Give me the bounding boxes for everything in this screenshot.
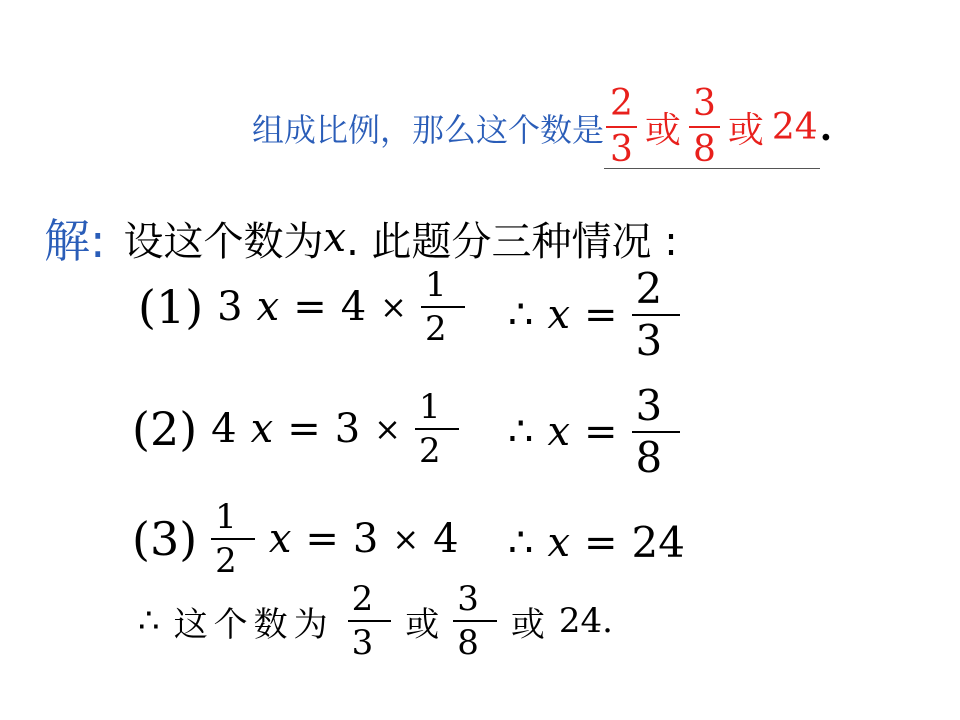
fraction-bar	[348, 620, 392, 622]
case-1-result	[508, 264, 694, 365]
therefore-symbol: ∴	[508, 292, 534, 338]
solution-intro-text: 设这个数为	[123, 218, 324, 265]
fraction-num: 1	[418, 387, 441, 427]
solution-intro-tail: . 此题分三种情况 :	[346, 218, 678, 265]
answer-fraction-num: 2	[610, 83, 633, 124]
answer-fraction-3-8	[689, 83, 720, 170]
case-3-result	[508, 518, 699, 567]
therefore-symbol: ∴	[508, 519, 534, 566]
case-2-result	[508, 381, 694, 482]
solution-label: 解:	[44, 214, 106, 268]
case-rhs-a: 4	[340, 284, 367, 330]
answer-group	[604, 83, 820, 170]
fraction-num: 3	[635, 381, 663, 430]
case-rhs-a: 3	[352, 516, 379, 562]
case-lhs-fraction	[211, 497, 255, 581]
fraction-num: 1	[424, 265, 447, 305]
case-lhs-var: x	[268, 516, 292, 562]
case-index: (3)	[132, 512, 198, 566]
fraction-bar	[689, 126, 720, 128]
solution-var: x	[323, 215, 347, 261]
case-eq: =	[305, 516, 339, 562]
fraction-bar	[606, 126, 637, 128]
result-var: x	[547, 409, 571, 455]
fraction-bar	[421, 306, 465, 308]
fraction-num: 2	[351, 579, 374, 619]
case-rhs-fraction	[415, 387, 459, 471]
answer-period: .	[819, 106, 833, 149]
therefore-symbol: ∴	[138, 601, 160, 641]
solution-intro	[44, 205, 678, 271]
conclusion	[138, 579, 627, 663]
fraction-den: 8	[635, 433, 663, 482]
case-lhs-coef: 4	[211, 406, 237, 452]
case-times: ×	[380, 288, 407, 326]
question-line	[252, 83, 833, 170]
fraction-num: 1	[215, 497, 237, 537]
conclusion-fraction-1	[348, 579, 392, 663]
result-var: x	[547, 292, 571, 338]
case-rhs-a: 3	[334, 406, 361, 452]
result-fraction	[632, 381, 681, 482]
case-index: (1)	[138, 280, 204, 334]
case-lhs-var: x	[256, 284, 280, 330]
fraction-den: 2	[418, 431, 441, 471]
answer-or-1: 或	[644, 109, 681, 151]
answer-fraction-den: 8	[692, 129, 716, 170]
fraction-bar	[453, 620, 497, 622]
case-lhs-coef: 3	[217, 284, 243, 330]
result-eq: =	[584, 519, 618, 566]
fraction-den: 3	[351, 623, 374, 663]
case-3	[132, 497, 473, 581]
result-fraction	[632, 264, 681, 365]
answer-or-2: 或	[727, 109, 764, 151]
conclusion-or-2: 或	[510, 604, 545, 645]
case-times: ×	[374, 410, 401, 448]
conclusion-fraction-2	[453, 579, 497, 663]
case-eq: =	[287, 406, 321, 452]
fraction-den: 2	[424, 309, 447, 349]
conclusion-last: 24.	[558, 601, 613, 641]
fraction-num: 3	[457, 579, 479, 619]
fraction-bar	[211, 538, 255, 540]
conclusion-text: 这个数为	[173, 604, 334, 645]
fraction-den: 3	[635, 316, 663, 365]
therefore-symbol: ∴	[508, 409, 534, 455]
case-2	[132, 387, 473, 471]
result-eq: =	[584, 409, 618, 455]
fraction-den: 8	[457, 623, 479, 663]
result-eq: =	[584, 292, 618, 338]
answer-fraction-den: 3	[610, 129, 633, 170]
question-prefix: 组成比例，那么这个数是	[252, 110, 605, 149]
case-rhs-b: 4	[433, 516, 459, 562]
answer-fraction-2-3	[606, 83, 637, 170]
fraction-den: 2	[215, 541, 237, 581]
case-lhs-var: x	[250, 406, 274, 452]
case-eq: =	[293, 284, 327, 330]
answer-fraction-num: 3	[692, 83, 716, 124]
result-value: 24	[631, 518, 685, 567]
case-index: (2)	[132, 402, 198, 456]
case-1	[138, 265, 479, 349]
case-times: ×	[392, 520, 420, 558]
case-rhs-fraction	[421, 265, 465, 349]
result-var: x	[547, 519, 571, 566]
answer-last: 24	[771, 106, 818, 148]
fraction-num: 2	[635, 264, 663, 313]
conclusion-or-1: 或	[405, 604, 440, 645]
fraction-bar	[415, 428, 459, 430]
